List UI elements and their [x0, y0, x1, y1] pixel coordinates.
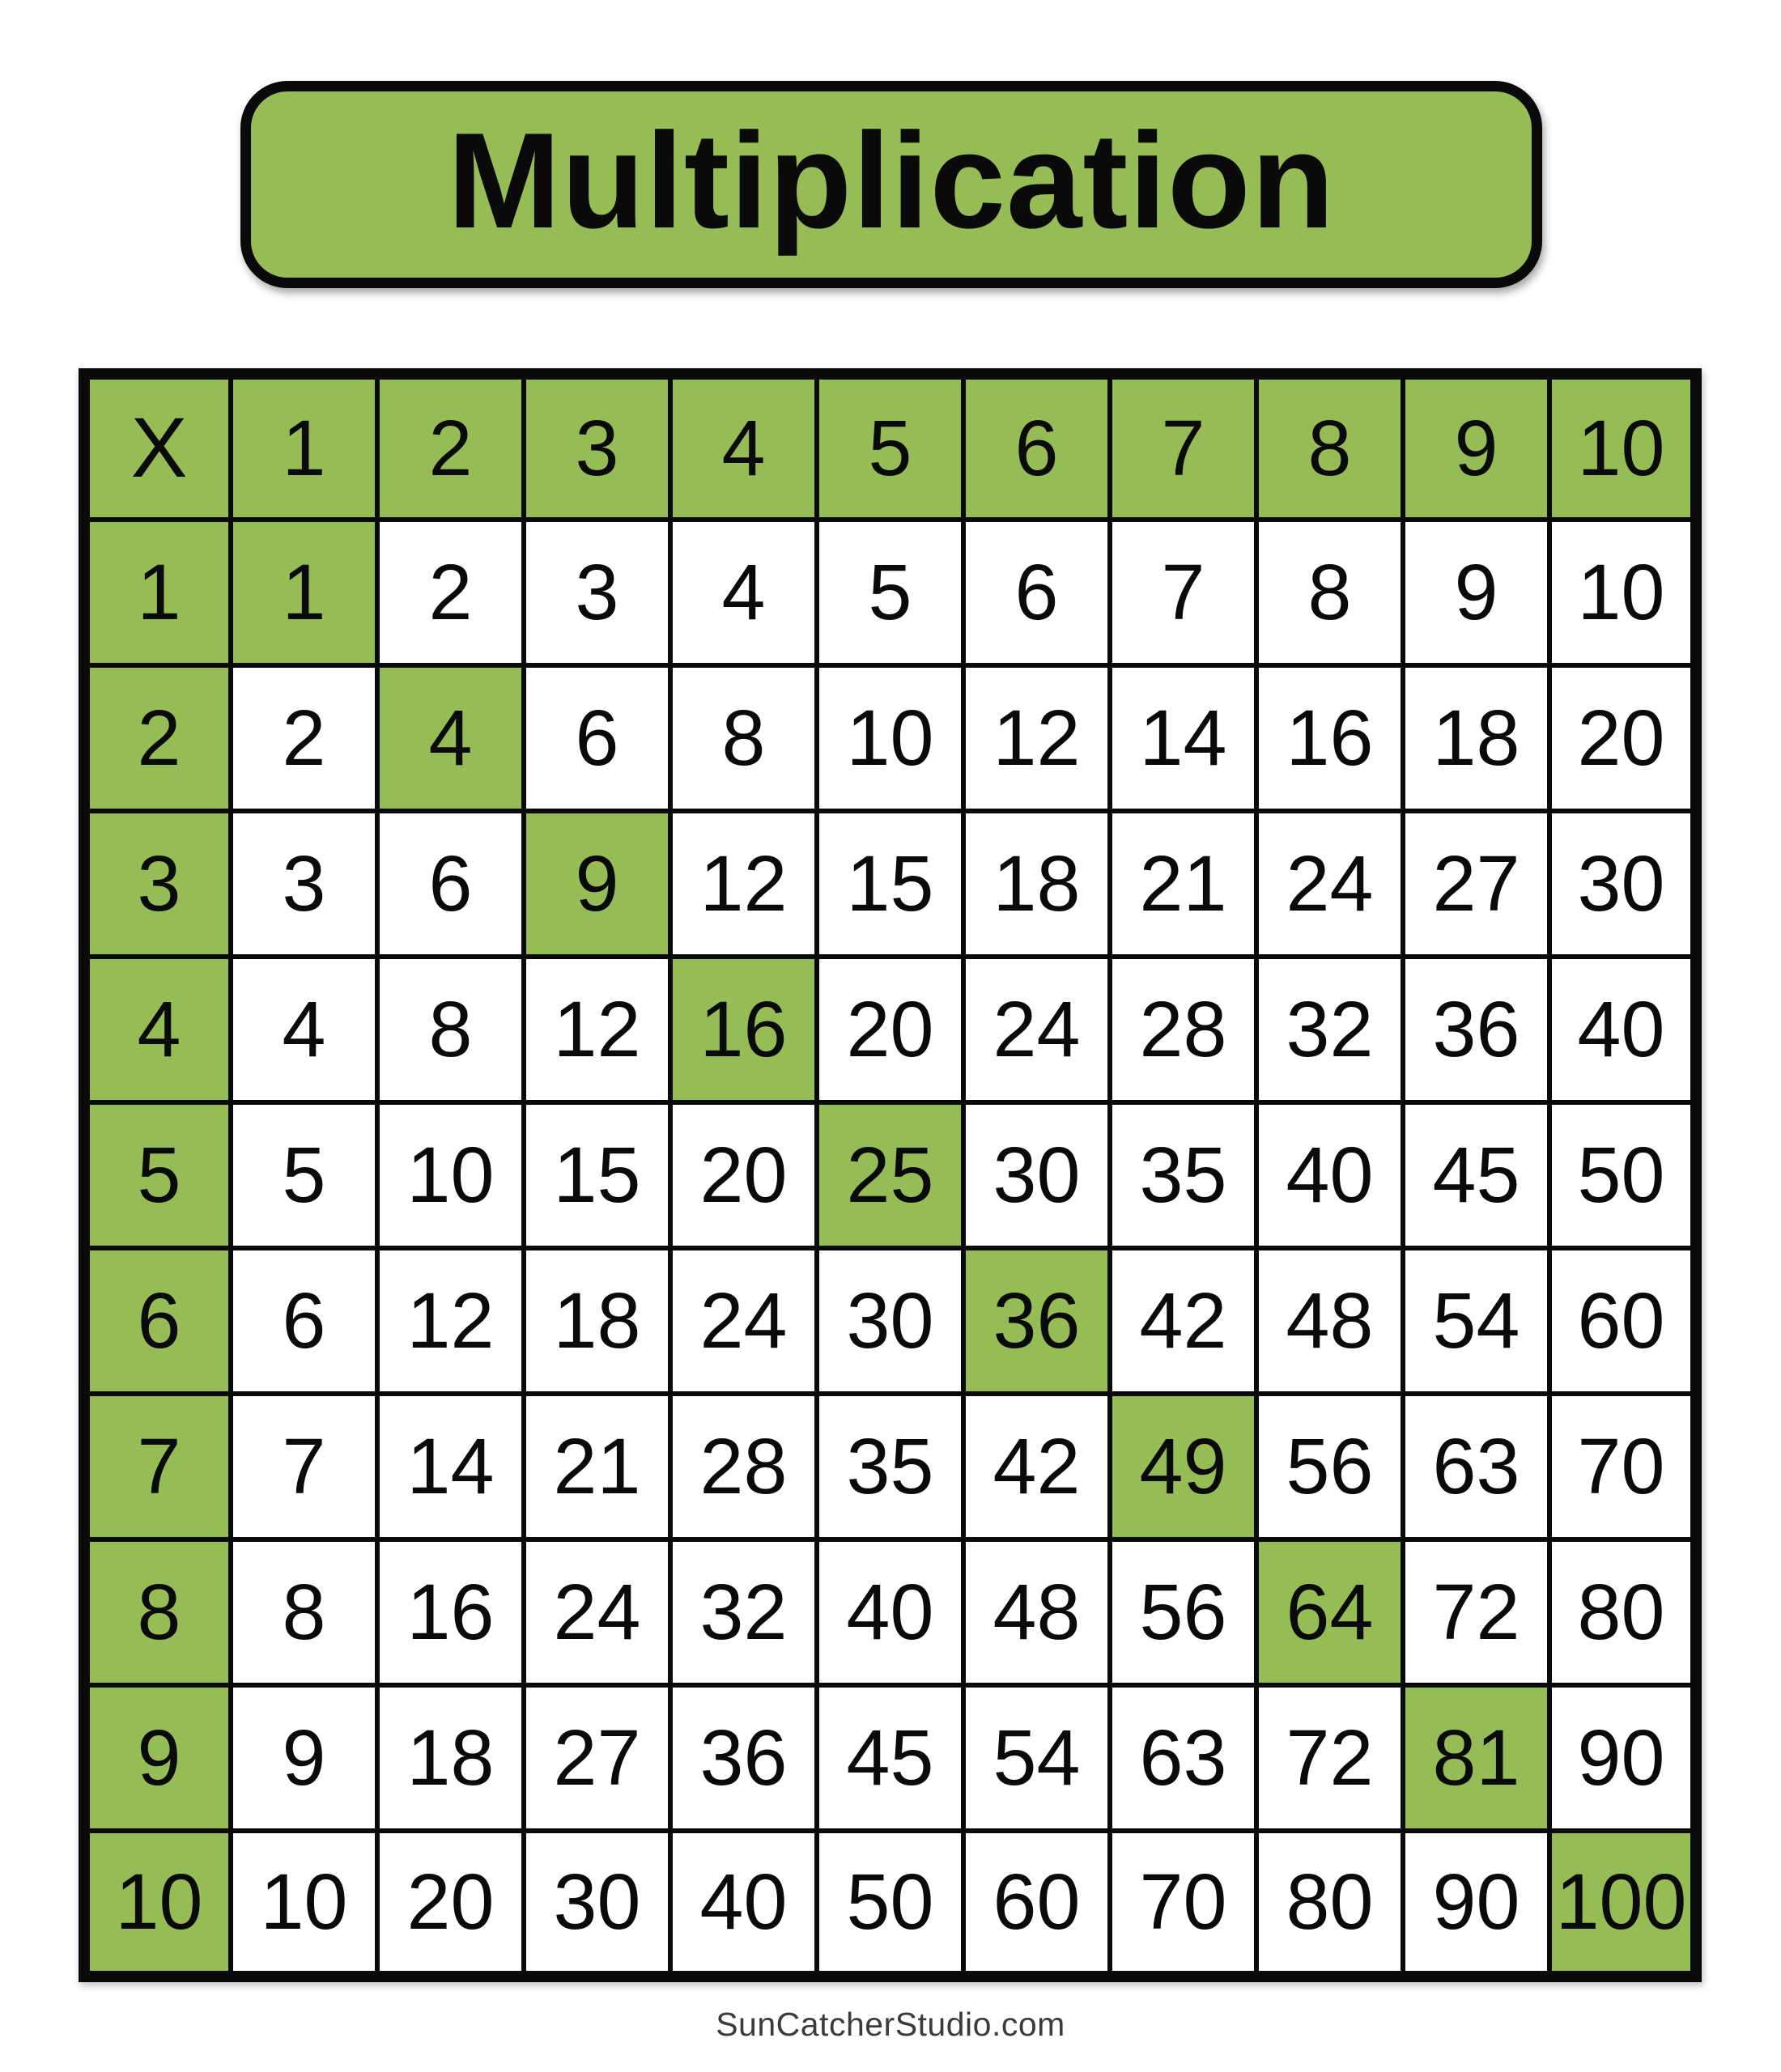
- product-cell: 15: [524, 1102, 670, 1248]
- product-cell: 8: [1256, 520, 1403, 665]
- product-cell: 48: [963, 1539, 1110, 1685]
- product-cell: 27: [524, 1685, 670, 1831]
- product-cell: 2: [377, 520, 524, 665]
- product-cell: 28: [670, 1394, 817, 1539]
- product-cell: 20: [670, 1102, 817, 1248]
- product-cell: 18: [524, 1248, 670, 1394]
- product-cell: 36: [1403, 957, 1549, 1102]
- product-cell: 60: [963, 1831, 1110, 1976]
- product-cell: 10: [231, 1831, 377, 1976]
- product-cell: 70: [1549, 1394, 1696, 1539]
- column-header-cell: 4: [670, 374, 817, 520]
- product-cell: 2: [231, 665, 377, 811]
- product-cell: 15: [817, 811, 963, 957]
- product-cell: 40: [1549, 957, 1696, 1102]
- product-cell: 56: [1110, 1539, 1256, 1685]
- product-cell: 21: [1110, 811, 1256, 957]
- row-header-cell: 4: [84, 957, 231, 1102]
- product-cell: 4: [377, 665, 524, 811]
- product-cell: 6: [377, 811, 524, 957]
- product-cell: 70: [1110, 1831, 1256, 1976]
- table-row: [84, 520, 1696, 665]
- multiplication-table-body: [84, 374, 1696, 1976]
- product-cell: 21: [524, 1394, 670, 1539]
- product-cell: 27: [1403, 811, 1549, 957]
- product-cell: 90: [1549, 1685, 1696, 1831]
- product-cell: 30: [1549, 811, 1696, 957]
- product-cell: 35: [817, 1394, 963, 1539]
- product-cell: 81: [1403, 1685, 1549, 1831]
- product-cell: 72: [1403, 1539, 1549, 1685]
- product-cell: 7: [231, 1394, 377, 1539]
- column-header-cell: 8: [1256, 374, 1403, 520]
- column-header-cell: 6: [963, 374, 1110, 520]
- product-cell: 24: [963, 957, 1110, 1102]
- column-header-cell: 5: [817, 374, 963, 520]
- row-header-cell: 9: [84, 1685, 231, 1831]
- product-cell: 42: [963, 1394, 1110, 1539]
- table-row: [84, 1394, 1696, 1539]
- product-cell: 12: [670, 811, 817, 957]
- column-header-cell: 2: [377, 374, 524, 520]
- product-cell: 35: [1110, 1102, 1256, 1248]
- product-cell: 24: [524, 1539, 670, 1685]
- product-cell: 12: [524, 957, 670, 1102]
- product-cell: 9: [524, 811, 670, 957]
- product-cell: 8: [231, 1539, 377, 1685]
- product-cell: 40: [1256, 1102, 1403, 1248]
- product-cell: 28: [1110, 957, 1256, 1102]
- row-header-cell: 7: [84, 1394, 231, 1539]
- product-cell: 12: [377, 1248, 524, 1394]
- product-cell: 48: [1256, 1248, 1403, 1394]
- product-cell: 40: [817, 1539, 963, 1685]
- product-cell: 18: [1403, 665, 1549, 811]
- product-cell: 72: [1256, 1685, 1403, 1831]
- product-cell: 4: [670, 520, 817, 665]
- table-row: [84, 811, 1696, 957]
- product-cell: 45: [1403, 1102, 1549, 1248]
- column-header-cell: 1: [231, 374, 377, 520]
- table-row: [84, 957, 1696, 1102]
- column-header-cell: 3: [524, 374, 670, 520]
- product-cell: 14: [1110, 665, 1256, 811]
- product-cell: 16: [377, 1539, 524, 1685]
- product-cell: 5: [231, 1102, 377, 1248]
- column-header-cell: 10: [1549, 374, 1696, 520]
- product-cell: 10: [817, 665, 963, 811]
- product-cell: 24: [1256, 811, 1403, 957]
- product-cell: 42: [1110, 1248, 1256, 1394]
- table-row: [84, 1102, 1696, 1248]
- title-banner: [240, 81, 1542, 288]
- product-cell: 5: [817, 520, 963, 665]
- product-cell: 54: [1403, 1248, 1549, 1394]
- product-cell: 49: [1110, 1394, 1256, 1539]
- product-cell: 20: [1549, 665, 1696, 811]
- footer-credit: SunCatcherStudio.com: [716, 2006, 1065, 2043]
- product-cell: 16: [1256, 665, 1403, 811]
- product-cell: 30: [817, 1248, 963, 1394]
- product-cell: 24: [670, 1248, 817, 1394]
- table-row: [84, 1539, 1696, 1685]
- table-row: [84, 665, 1696, 811]
- product-cell: 63: [1403, 1394, 1549, 1539]
- product-cell: 36: [963, 1248, 1110, 1394]
- product-cell: 30: [963, 1102, 1110, 1248]
- row-header-cell: 8: [84, 1539, 231, 1685]
- product-cell: 30: [524, 1831, 670, 1976]
- product-cell: 14: [377, 1394, 524, 1539]
- product-cell: 36: [670, 1685, 817, 1831]
- product-cell: 56: [1256, 1394, 1403, 1539]
- product-cell: 12: [963, 665, 1110, 811]
- column-header-cell: 9: [1403, 374, 1549, 520]
- table-row: [84, 1685, 1696, 1831]
- header-row: [84, 374, 1696, 520]
- product-cell: 10: [1549, 520, 1696, 665]
- product-cell: 45: [817, 1685, 963, 1831]
- product-cell: 60: [1549, 1248, 1696, 1394]
- product-cell: 25: [817, 1102, 963, 1248]
- product-cell: 7: [1110, 520, 1256, 665]
- product-cell: 80: [1549, 1539, 1696, 1685]
- product-cell: 18: [377, 1685, 524, 1831]
- product-cell: 50: [1549, 1102, 1696, 1248]
- row-header-cell: 3: [84, 811, 231, 957]
- product-cell: 18: [963, 811, 1110, 957]
- corner-cell: X: [84, 374, 231, 520]
- product-cell: 20: [377, 1831, 524, 1976]
- page-title: Multiplication: [447, 104, 1336, 257]
- product-cell: 32: [670, 1539, 817, 1685]
- product-cell: 3: [524, 520, 670, 665]
- product-cell: 64: [1256, 1539, 1403, 1685]
- table-row: [84, 1248, 1696, 1394]
- product-cell: 54: [963, 1685, 1110, 1831]
- column-header-cell: 7: [1110, 374, 1256, 520]
- product-cell: 6: [963, 520, 1110, 665]
- product-cell: 9: [231, 1685, 377, 1831]
- product-cell: 40: [670, 1831, 817, 1976]
- row-header-cell: 1: [84, 520, 231, 665]
- row-header-cell: 6: [84, 1248, 231, 1394]
- product-cell: 6: [231, 1248, 377, 1394]
- row-header-cell: 2: [84, 665, 231, 811]
- product-cell: 1: [231, 520, 377, 665]
- product-cell: 32: [1256, 957, 1403, 1102]
- table-row: [84, 1831, 1696, 1976]
- product-cell: 4: [231, 957, 377, 1102]
- row-header-cell: 10: [84, 1831, 231, 1976]
- product-cell: 16: [670, 957, 817, 1102]
- row-header-cell: 5: [84, 1102, 231, 1248]
- product-cell: 9: [1403, 520, 1549, 665]
- product-cell: 50: [817, 1831, 963, 1976]
- product-cell: 63: [1110, 1685, 1256, 1831]
- multiplication-table: [79, 368, 1702, 1982]
- product-cell: 10: [377, 1102, 524, 1248]
- product-cell: 3: [231, 811, 377, 957]
- product-cell: 8: [670, 665, 817, 811]
- product-cell: 6: [524, 665, 670, 811]
- product-cell: 90: [1403, 1831, 1549, 1976]
- product-cell: 80: [1256, 1831, 1403, 1976]
- product-cell: 20: [817, 957, 963, 1102]
- product-cell: 8: [377, 957, 524, 1102]
- product-cell: 100: [1549, 1831, 1696, 1976]
